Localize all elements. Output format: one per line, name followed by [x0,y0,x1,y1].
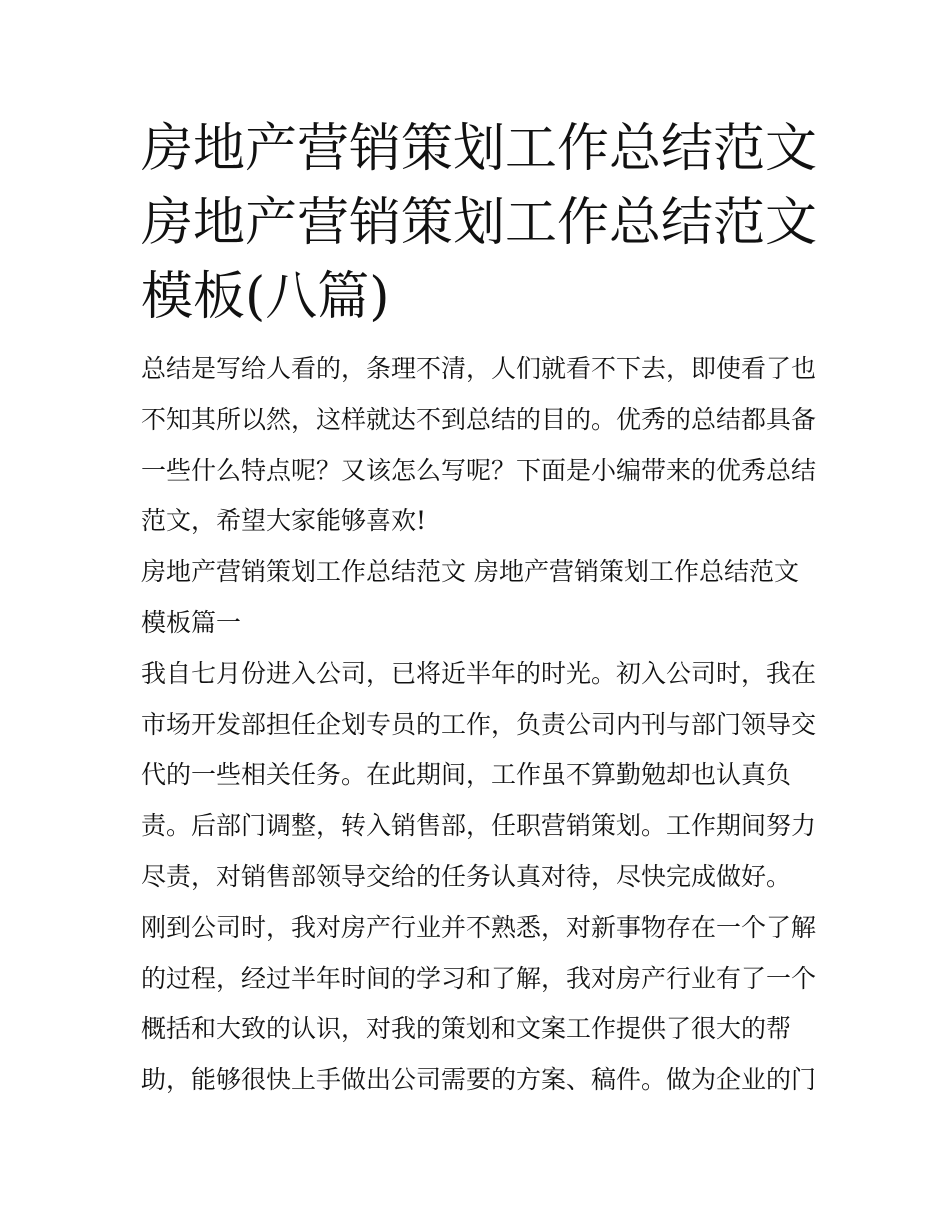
intro-paragraph: 总结是写给人看的，条理不清，人们就看不下去，即使看了也不知其所以然，这样就达不到总结的目的。优秀的总结都具备一些什么特点呢？又该怎么写呢？下面是小编带来的优秀总结范文，希望大家能够喜欢! [141,354,817,536]
document-body [141,112,821,1106]
section-heading: 房地产营销策划工作总结范文 房地产营销策划工作总结范文模板篇一 [141,557,799,637]
body-paragraph-2: 刚到公司时，我对房产行业并不熟悉，对新事物存在一个了解的过程，经过半年时间的学习和了解，我对房产行业有了一个概括和大致的认识，对我的策划和文案工作提供了很大的帮助，能够很快上手做出公司需要的方案、稿件。做为企业的门 [141,912,817,1095]
document-title: 房地产营销策划工作总结范文 房地产营销策划工作总结范文模板(八篇) [141,119,818,327]
body-paragraph-1: 我自七月份进入公司，已将近半年的时光。初入公司时，我在市场开发部担任企划专员的工作，负责公司内刊与部门领导交代的一些相关任务。在此期间，工作虽不算勤勉却也认真负责。后部门调整，转入销售部，任职营销策划。工作期间努力尽责，对销售部领导交给的任务认真对待，尽快完成做好。 [141,658,817,891]
